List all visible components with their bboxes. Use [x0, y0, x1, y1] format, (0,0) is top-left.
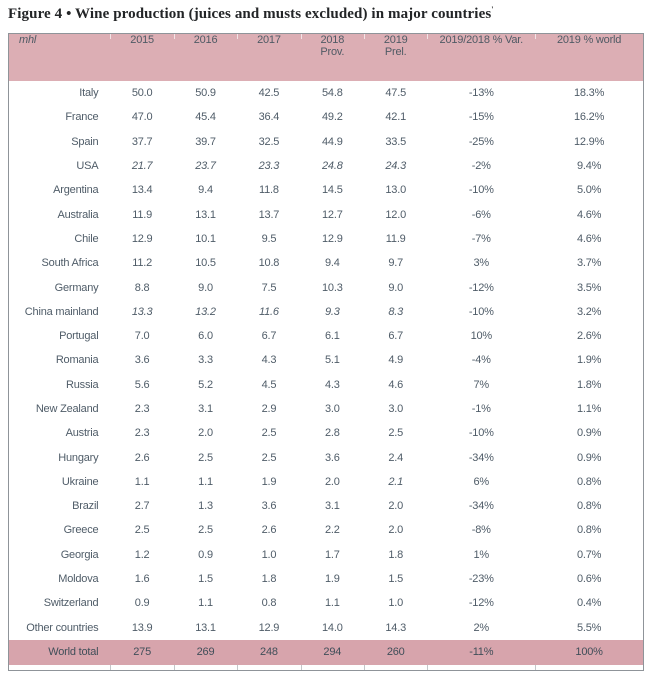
value-cell: 8.3 [388, 305, 404, 318]
value-cell: 8.8 [134, 281, 150, 294]
value-cell: -12% [468, 597, 494, 610]
value-cell: 1.9 [324, 573, 340, 586]
value-cell: -1% [471, 403, 491, 415]
value-cell: 13.0 [385, 184, 406, 197]
value-cell: 9.0 [198, 281, 213, 294]
value-cell: -34% [468, 500, 494, 513]
value-cell: 1.2 [134, 548, 150, 561]
value-cell: 2.7 [134, 500, 150, 513]
value-cell: -23% [468, 573, 494, 586]
value-cell: 2.0 [388, 524, 404, 537]
value-cell: 3% [473, 257, 490, 270]
country-label: USA [76, 160, 99, 173]
value-cell: 1.5 [198, 573, 213, 586]
value-cell: 4.6% [576, 232, 602, 245]
column-boundary-tick [364, 34, 365, 39]
value-cell: 3.0 [388, 403, 404, 415]
value-cell: 24.3 [385, 160, 406, 173]
value-cell: 18.3% [573, 87, 605, 100]
value-cell: 0.8% [576, 475, 602, 488]
value-cell: 0.7% [576, 548, 602, 561]
country-label: China mainland [24, 305, 99, 318]
value-cell: 47.5 [385, 87, 406, 100]
column-boundary-tick [174, 34, 175, 39]
value-cell: -10% [468, 427, 494, 440]
value-cell: 5.2 [198, 378, 213, 391]
value-cell: 1.5 [388, 573, 404, 586]
value-cell: 0.8% [576, 500, 602, 513]
value-cell: 2.9 [261, 403, 277, 415]
value-cell: 0.8% [576, 524, 602, 537]
value-cell: 2.6 [261, 524, 277, 537]
country-label: Italy [79, 87, 99, 100]
table-row [9, 105, 643, 129]
value-cell: 13.9 [131, 621, 153, 634]
value-cell: 1.8 [261, 573, 277, 586]
table-row [9, 81, 643, 105]
value-cell: 12.9 [258, 621, 280, 634]
table-row [9, 518, 643, 542]
value-cell: 4.5 [261, 378, 277, 391]
country-label: Ukraine [61, 475, 99, 488]
value-cell: 2.0 [198, 427, 213, 440]
value-cell: -6% [471, 208, 491, 221]
country-label: Greece [63, 524, 99, 537]
value-cell: 42.5 [258, 87, 280, 100]
value-cell: 21.7 [131, 160, 153, 173]
column-boundary-tick [174, 665, 175, 670]
column-boundary-tick [237, 34, 238, 39]
country-label: Australia [57, 208, 99, 221]
value-cell: 14.0 [322, 621, 343, 634]
value-cell: 9.5 [261, 232, 277, 245]
value-cell: 13.1 [195, 621, 216, 634]
country-label: Spain [71, 135, 99, 148]
column-header-2018-prov [301, 34, 364, 81]
country-label: South Africa [41, 257, 99, 270]
value-cell: 4.3 [324, 378, 340, 391]
value-cell: -13% [468, 87, 494, 100]
value-cell: 12.9 [322, 232, 343, 245]
value-cell: -8% [471, 524, 491, 537]
value-cell: 50.9 [195, 87, 216, 100]
table-row [9, 494, 643, 518]
value-cell: 44.9 [322, 135, 343, 148]
table-row [9, 130, 643, 154]
value-cell: 10.8 [258, 257, 280, 270]
value-cell: 1.1 [324, 597, 340, 610]
value-cell: 16.2% [573, 111, 605, 124]
value-cell: 5.6 [134, 378, 150, 391]
table-row [9, 445, 643, 469]
value-cell: 10% [470, 330, 492, 343]
column-header-2017: 2017 [237, 34, 300, 81]
value-cell: 2.5 [261, 451, 277, 464]
value-cell: 2.5 [261, 427, 277, 440]
value-cell: -10% [468, 305, 494, 318]
table-row [9, 300, 643, 324]
value-cell: 6.0 [198, 330, 213, 343]
value-cell: 1.9% [576, 354, 602, 367]
value-cell: 6.1 [324, 330, 340, 343]
value-cell: 13.7 [258, 208, 280, 221]
table-row [9, 324, 643, 348]
value-cell: 33.5 [385, 135, 406, 148]
value-cell: 11.2 [132, 257, 153, 270]
value-cell: 3.6 [261, 500, 277, 513]
country-label: Argentina [53, 184, 99, 197]
value-cell: 1.9 [261, 475, 277, 488]
value-cell: 2.2 [324, 524, 340, 537]
value-cell: 47.0 [131, 111, 153, 124]
value-cell: 36.4 [258, 111, 280, 124]
value-cell: 7% [473, 378, 490, 391]
data-table [9, 34, 643, 665]
value-cell: 14.3 [385, 621, 406, 634]
value-cell: 1% [473, 548, 490, 561]
table-row [9, 373, 643, 397]
value-cell: -34% [468, 451, 494, 464]
header-row [9, 34, 643, 81]
table-row [9, 567, 643, 591]
value-cell: 10.1 [195, 232, 216, 245]
column-boundary-tick [110, 34, 111, 39]
country-label: New Zealand [35, 403, 99, 415]
value-cell: 2.5 [198, 524, 213, 537]
table-row [9, 421, 643, 445]
value-cell: 2.1 [388, 475, 404, 488]
table-row [9, 251, 643, 275]
value-cell: 0.8 [261, 597, 277, 610]
column-boundary-tick [301, 665, 302, 670]
value-cell: 1.3 [198, 500, 213, 513]
country-label: Russia [66, 378, 99, 391]
value-cell: 1.0 [261, 548, 277, 561]
value-cell: 49.2 [322, 111, 343, 124]
value-cell: -4% [471, 354, 491, 367]
value-cell: 1.6 [134, 573, 150, 586]
country-label: Germany [54, 281, 99, 294]
unit-label: mhl [9, 34, 110, 81]
world-total-label: World total [9, 640, 110, 665]
value-cell: 3.7% [576, 257, 602, 270]
value-cell: 2.5 [198, 451, 213, 464]
column-header-year: 2018 [320, 34, 345, 46]
value-cell: -2% [471, 160, 491, 173]
country-label: Switzerland [43, 597, 99, 610]
value-cell: 5.0% [576, 184, 602, 197]
value-cell: 5.5% [576, 621, 602, 634]
value-cell: -15% [468, 111, 494, 124]
value-cell: 23.3 [258, 160, 280, 173]
value-cell: 2% [473, 621, 490, 634]
column-header-sub: Prov. [320, 46, 345, 58]
country-label: Moldova [58, 573, 99, 586]
column-header-year: 2019 [383, 34, 408, 46]
value-cell: 6.7 [388, 330, 404, 343]
value-cell: 1.1 [198, 475, 213, 488]
value-cell: 1.8 [388, 548, 404, 561]
value-cell: 13.1 [195, 208, 216, 221]
value-cell: 2.4 [388, 451, 404, 464]
value-cell: 0.9% [576, 451, 602, 464]
country-label: Portugal [59, 330, 99, 343]
value-cell: 12.9 [131, 232, 153, 245]
country-label: Romania [55, 354, 99, 367]
value-cell: 2.8 [324, 427, 340, 440]
column-boundary-tick [427, 665, 428, 670]
value-cell: 9.0 [388, 281, 404, 294]
value-cell: 6.7 [261, 330, 277, 343]
value-cell: 39.7 [195, 135, 216, 148]
total-value-cell: 260 [364, 640, 427, 665]
country-label: Chile [74, 232, 99, 245]
column-header-2015: 2015 [110, 34, 173, 81]
value-cell: 2.3 [134, 427, 150, 440]
value-cell: 4.6% [576, 208, 602, 221]
table-row [9, 348, 643, 372]
value-cell: 4.9 [388, 354, 404, 367]
value-cell: 42.1 [385, 111, 406, 124]
column-header-2019-prel [364, 34, 427, 81]
value-cell: 50.0 [131, 87, 153, 100]
value-cell: 23.7 [195, 160, 216, 173]
footnote-marker: ' [491, 5, 494, 14]
value-cell: 2.3 [134, 403, 150, 415]
country-label: Other countries [26, 621, 99, 634]
value-cell: 9.7 [388, 257, 404, 270]
value-cell: 0.9 [198, 548, 213, 561]
value-cell: 12.0 [385, 208, 406, 221]
value-cell: 2.6 [134, 451, 150, 464]
value-cell: 13.3 [131, 305, 153, 318]
value-cell: 12.9% [573, 135, 605, 148]
value-cell: 3.0 [324, 403, 340, 415]
value-cell: 9.4 [198, 184, 213, 197]
column-boundary-tick [535, 34, 536, 39]
value-cell: 9.4% [576, 160, 602, 173]
value-cell: 14.5 [322, 184, 343, 197]
value-cell: 4.3 [261, 354, 277, 367]
country-label: Austria [65, 427, 99, 440]
world-total-row [9, 640, 643, 665]
table-row [9, 591, 643, 615]
figure-title [0, 0, 650, 23]
value-cell: 6% [473, 475, 490, 488]
value-cell: 3.6 [134, 354, 150, 367]
column-header-world-share: 2019 % world [535, 34, 643, 81]
table-row [9, 616, 643, 640]
column-boundary-tick [427, 34, 428, 39]
value-cell: 4.6 [388, 378, 404, 391]
table-row [9, 227, 643, 251]
total-value-cell: 100% [535, 640, 643, 665]
value-cell: 2.0 [324, 475, 340, 488]
value-cell: 0.9 [134, 597, 150, 610]
value-cell: 7.5 [261, 281, 277, 294]
value-cell: -7% [471, 232, 491, 245]
column-boundary-tick [110, 665, 111, 670]
table-row [9, 543, 643, 567]
value-cell: 3.1 [324, 500, 340, 513]
value-cell: 10.5 [195, 257, 216, 270]
total-value-cell: 269 [174, 640, 237, 665]
bottom-strip [9, 665, 643, 670]
value-cell: 7.0 [134, 330, 150, 343]
table-row [9, 154, 643, 178]
table-row [9, 202, 643, 226]
value-cell: 3.3 [198, 354, 213, 367]
value-cell: 9.4 [324, 257, 340, 270]
value-cell: 5.1 [324, 354, 340, 367]
value-cell: 3.5% [576, 281, 602, 294]
value-cell: 13.4 [131, 184, 153, 197]
value-cell: -12% [468, 281, 494, 294]
figure-title-text: Figure 4 • Wine production (juices and musts excluded) in major countries [8, 6, 492, 22]
value-cell: 0.9% [576, 427, 602, 440]
value-cell: 1.7 [324, 548, 340, 561]
country-label: Hungary [58, 451, 99, 464]
value-cell: -10% [468, 184, 494, 197]
column-boundary-tick [364, 665, 365, 670]
value-cell: 37.7 [131, 135, 153, 148]
column-header-2016: 2016 [174, 34, 237, 81]
column-boundary-tick [237, 665, 238, 670]
value-cell: 1.1 [198, 597, 213, 610]
value-cell: 11.9 [132, 208, 153, 221]
value-cell: 11.6 [259, 305, 279, 318]
table-footer [9, 640, 643, 665]
value-cell: 3.2% [576, 305, 602, 318]
country-label: Georgia [60, 548, 99, 561]
country-label: France [65, 111, 99, 124]
value-cell: 10.3 [322, 281, 343, 294]
value-cell: 3.6 [324, 451, 340, 464]
value-cell: 2.0 [388, 500, 404, 513]
value-cell: 2.6% [576, 330, 602, 343]
value-cell: 11.9 [385, 232, 406, 245]
value-cell: 32.5 [258, 135, 280, 148]
value-cell: 45.4 [195, 111, 216, 124]
wine-production-table [8, 33, 644, 671]
column-boundary-tick [301, 34, 302, 39]
value-cell: 11.8 [259, 184, 279, 197]
table-header [9, 34, 643, 81]
total-value-cell: -11% [427, 640, 535, 665]
table-body [9, 81, 643, 640]
table-row [9, 275, 643, 299]
column-header-var: 2019/2018 % Var. [427, 34, 535, 81]
value-cell: 0.6% [576, 573, 602, 586]
table-row [9, 178, 643, 202]
value-cell: 2.5 [134, 524, 150, 537]
value-cell: 54.8 [322, 87, 343, 100]
value-cell: 1.0 [388, 597, 404, 610]
column-header-sub: Prel. [384, 46, 407, 58]
value-cell: 9.3 [324, 305, 340, 318]
value-cell: 1.1 [134, 475, 150, 488]
value-cell: 3.1 [198, 403, 213, 415]
value-cell: 1.1% [576, 403, 602, 415]
value-cell: 13.2 [195, 305, 216, 318]
value-cell: 12.7 [322, 208, 343, 221]
value-cell: -25% [468, 135, 494, 148]
total-value-cell: 294 [301, 640, 364, 665]
value-cell: 24.8 [322, 160, 343, 173]
total-value-cell: 275 [110, 640, 173, 665]
table-row [9, 470, 643, 494]
table-row [9, 397, 643, 421]
value-cell: 0.4% [576, 597, 602, 610]
total-value-cell: 248 [237, 640, 300, 665]
country-label: Brazil [72, 500, 99, 513]
value-cell: 2.5 [388, 427, 404, 440]
column-boundary-tick [535, 665, 536, 670]
value-cell: 1.8% [576, 378, 602, 391]
